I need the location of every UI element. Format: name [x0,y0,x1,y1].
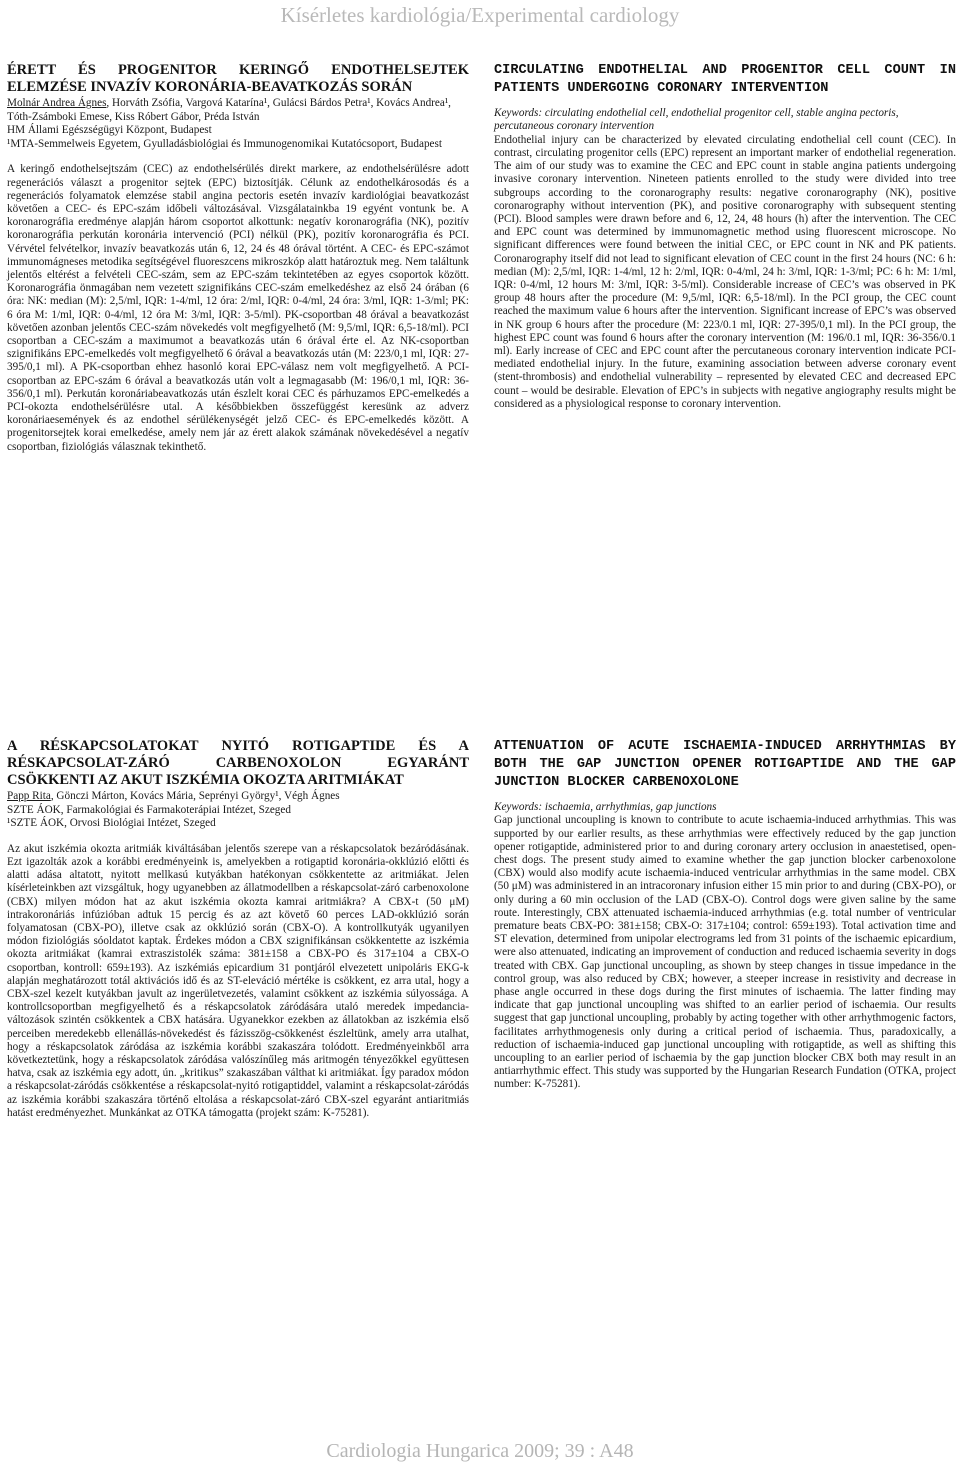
article-1-hu-abstract: A keringő endothelsejtszám (CEC) az endothelsérülés direkt markere, az endothelsérülésre adott regenerációs választ a progenitor sejtek (EPC) biztosítják. Célunk az endothelkárosodás és a regenerációs folyamatok elemzése stabil angina pectoris esetén invazív kardiológiai beavatkozást követően a CEC- és EPC-szám időbeli változásával. Vizsgálatainkba 19 egyént vontunk be. A koronarográfia eredménye alapján három csoportot alkottunk: negatív koronarográfia (NK), pozitív koronarográfia perkután koronária intervenció (PCI) nélkül (PK), pozitív koronarográfia és PCI. Vérvétel felvételkor, invazív beavatkozás után 6, 12, 24 és 48 órával történt. A CEC- és EPC-számot immunomágneses metodika segítségével fluoreszcens mikroszkóp alatt határoztuk meg. Nem találtunk jelentős eltérést a felvételi CEC-szám, sem az EPC-szám tekintetében az egyes csoportok között. Koronarográfia önmagában nem vezetett szignifikáns CEC-szám emelkedéshez az első 24 órában (6 óra: NK: median (M): 2,5/ml, IQR: 1-4/ml, 12 óra: 2/ml, IQR: 0-4/ml, 24 óra: 3/ml, IQR: 1-3/ml; PK: 6 óra M: 1/ml, IQR: 0-4/ml, 12 óra M: 3/ml, IQR: 3-5/ml). PK-csoportban 48 órával a beavatkozást követően azonban jelentős CEC-szám növekedés volt megfigyelhető (M: 9,5/ml, IQR: 6,5-18/ml). PCI csoportban a CEC-szám a maximumot a beavatkozás után 6 órával érte el. Az NK-csoportban szignifikáns EPC-emelkedés volt megfigyelhető 6 órával a beavatkozás után (M: 223/0,1 ml, IQR: 27-395/0,1 ml). A PK-csoportban ehhez hasonló korai EPC-válasz nem volt megfigyelhető. A PCI-csoportban az EPC-szám 6 órával a beavatkozás után volt a legmagasabb (M: 196/0,1 ml, IQR: 36-356/0,1 ml). Perkután koronáriabeavatkozás után észlelt korai CEC és párhuzamos EPC-emelkedés a PCI-okozta endothelsérülésre utal. A későbbiekben összefüggést keresünk az adverz koronáriaesemények és az endothel sérülékenységét jelző CEC- és EPC-emelkedés között. A progenitorsejtek korai emelkedése, amely nem jár az érett alakok számának növekedésével a negatív csoportban, fiziológiás válasznak tekinthető. [7,163,469,453]
article-1-hu-coauthors: , Horváth Zsófia, Vargová Katarína¹, Gulácsi Bárdos Petra¹, Kovács Andrea¹, Tóth-Zsámboki Emese, Kiss Róbert Gábor, Préda István [7,97,451,123]
article-1-hu-title: ÉRETT ÉS PROGENITOR KERINGŐ ENDOTHELSEJTEK ELEMZÉSE INVAZÍV KORONÁRIA-BEAVATKOZÁS SORÁN [7,62,469,95]
article-2-hu-title: A RÉSKAPCSOLATOKAT NYITÓ ROTIGAPTIDE ÉS A RÉSKAPCSOLAT-ZÁRÓ CARBENOXOLON EGYARÁNT CSÖKKENTI AZ AKUT ISZKÉMIA OKOZTA ARITMIÁKAT [7,738,469,788]
article-1-hu-affiliation-1: HM Állami Egészségügyi Központ, Budapest [7,124,212,137]
article-1-hungarian [7,62,469,454]
article-2-en-title: ATTENUATION OF ACUTE ISCHAEMIA-INDUCED ARRHYTHMIAS BY BOTH THE GAP JUNCTION OPENER ROTIGAPTIDE AND THE GAP JUNCTION BLOCKER CARBENOXOLONE [494,739,956,790]
article-1-hu-authors [7,97,469,124]
article-1-english [494,62,956,411]
article-2-hu-coauthors: , Gönczi Márton, Kovács Mária, Seprényi György¹, Végh Ágnes [50,790,340,802]
article-1-hu-affiliation-2: ¹MTA-Semmelweis Egyetem, Gyulladásbiológiai és Immunogenomikai Kutatócsoport, Budapest [7,137,442,150]
article-2-en-keywords: Keywords: ischaemia, arrhythmias, gap junctions [494,801,717,813]
article-2-hu-affiliation-1: SZTE ÁOK, Farmakológiai és Farmakoterápiai Intézet, Szeged [7,803,291,816]
article-2-hu-affiliation-2: ¹SZTE ÁOK, Orvosi Biológiai Intézet, Szeged [7,817,216,830]
article-1-en-title: CIRCULATING ENDOTHELIAL AND PROGENITOR CELL COUNT IN PATIENTS UNDERGOING CORONARY INTERVENTION [494,63,956,96]
article-1-en-abstract: Endothelial injury can be characterized by elevated circulating endothelial cell count (CEC). In contrast, circulating progenitor cells (EPC) represent an important marker of endothelial regeneration. The aim of our study was to examine the CEC and EPC count in stable angina patients undergoing invasive coronary intervention. Nineteen patients enrolled to the study were divided into tree subgroups according to the coronarography results: negative coronarography (NK), positive coronarography without intervention (PK), and positive coronarography with subsequent stenting (PCI). Blood samples were drawn before and 6, 12, 24, 48 hours (h) after the intervention. The CEC and EPC count was determined by immunomagnetic method using fluorescent microscope. No significant differences were found between the initial CEC, or EPC count in NK and PK patients. Coronarography itself did not lead to significant elevation of CEC count in the first 24 hours (NC: 6 h: median (M): 2,5/ml, IQR: 1-4/ml, 12 h: 2/ml, IQR: 0-4/ml, 24 h: 3/ml, IQR: 1-3/ml; PC: 6 h: M: 1/ml, IQR: 0-4/ml, 12 hours M: 3/ml, IQR: 3-5/ml). Considerable increase of CEC’s was observed in PK group 48 hours after the procedure (M: 9,5/ml, IQR: 6,5-18/ml). In the PCI group, the CEC count reached the maximum value 6 hours after the intervention. Significant increase of EPC’s was observed in NK group 6 hours after the procedure (M: 223/0.1 ml, IQR: 27-395/0,1 ml). In the PCI group, the highest EPC count was found 6 hours after the coronary intervention (M: 196/0.1 ml, IQR: 36-356/0.1 ml). Early increase of CEC and EPC count after the percutaneous coronary intervention indicate PCI-mediated endothelial injury. In the future, examining association between adverse coronary event (stent-thrombosis) and endothelial vulnerability – represented by elevated CEC and decreased EPC count – would be desirable. Elevation of EPC’s in subjects with negative angiography results might be considered as a physiological response to coronary intervention. [494,133,956,410]
article-1-en-keywords: Keywords: circulating endothelial cell, endothelial progenitor cell, stable angina pectoris, percutaneous coronary intervention [494,107,899,133]
article-2-hu-authors [7,790,469,804]
article-2-en-abstract: Gap junctional uncoupling is known to contribute to acute ischaemia-induced arrhythmias. This was supported by our earlier results, as these arrhythmias were effectively reduced by the gap junction opener rotigaptide, administered prior to and during coronary artery occlusion in anaestetised, open-chest dogs. The present study aimed to examine whether the gap junction blocker carbenoxolone (CBX) would also modify acute ischaemia-induced ventricular arrhythmias in the same model. CBX (50 μM) was administered in an intracoronary infusion either 15 min prior to and during (CBX-PO), or only during a 60 min occlusion of the LAD (CBX-O). Control dogs were given saline by the same route. Interestingly, CBX attenuated ischaemia-induced arrhythmias (e.g. total number of ventricular premature beats CBX-PO: 381±158; CBX-O: 317±104; control: 659±193). Total activation time and ST elevation, determined from unipolar electrograms led from 31 points of the ischaemic epicardium, were also attenuated, indicating an improvement of conduction and reduced ischaemia severity in dogs treated with CBX. Gap junctional uncoupling, as shown by steep changes in tissue impedance in the control group, was also reduced by CBX; however, a steeper increase in resistivity and decrease in phase angle occurred in these dogs during the first minutes of ischaemia. The latter finding may indicate that gap junctional uncoupling was shifted to an earlier period of ischaemia. Our results suggest that gap junctional uncoupling, probably by acting together with other arrhythmogenic factors, facilitates arrhythmogenesis only during a critical period of ischaemia. Thus, paradoxically, a reduction of ischaemia-induced gap junctional uncoupling with rotigaptide, as well as shifting this uncoupling to an earlier period of ischaemia by the gap junction blocker CBX both may result in an antiarrhythmic effect. This study was supported by the Hungarian Research Fundation (OTKA, project number: K-75281). [494,814,956,1091]
journal-footer: Cardiologia Hungarica 2009; 39 : A48 [326,1440,634,1462]
article-2-english [494,738,956,1092]
article-2-hu-abstract: Az akut iszkémia okozta aritmiák kiváltásában jelentős szerepe van a réskapcsolatok bezáródásának. Ezt igazolták azok a korábbi eredményeink is, amelyekben a rotigaptid koronária-okklúzió előtti és alatti adása altatott, nyitott mellkasú kutyákban hatékonyan csökkentette az aritmiákat. Jelen kísérleteinkben azt vizsgáltuk, hogy ugyanebben az állatmodellben a réskapcsolat-záró carbenoxolone (CBX) milyen módon hat az akut iszkémia okozta kamrai aritmiákra? A CBX-t (50 μM) intrakoronáriás infúzióban adtuk 15 percig és az azt követő 60 perces LAD-okklúzió során folyamatosan (CBX-PO), illetve csak az okklúzió során (CBX-O). A kontrollkutyák ugyanilyen módon fiziológiás sóoldatot kaptak. Érdekes módon a CBX szignifikánsan csökkentette az iszkémia okozta aritmiákat (kamrai extraszistolék száma: 381±158 a CBX-PO és 317±104 a CBX-O csoportban, kontroll: 659±193). Az iszkémiás epicardium 31 pontjáról elvezetett unipoláris EKG-k alapján meghatározott totál aktivációs idő és az ST-eleváció mértéke is csökkent, ez arra utal, hogy a CBX-szel kezelt kutyákban javult az ingerületvezetés, valamint csökkent az iszkémia súlyossága. A kontrollcsoportban megfigyelhető és a réskapcsolatok záródására utaló meredek impedancia-változások szintén csökkentek a CBX hatására. Ugyanekkor ezekben az állatokban az iszkémia első perceiben meredekebb ellenállás-növekedést és fázisszög-csökkenést észleltünk, amely arra utalhat, hogy a réskapcsolatok záródása az iszkémia korábbi szakaszára tolódott. Eredményeinkből arra következtetünk, hogy a réskapcsolatok záródása valószínűleg más aritmogén tényezőkkel együttesen hatva, csak az iszkémia egy adott, ún. „kritikus” szakaszában válthat ki aritmiákat. Így paradox módon a réskapcsolat-záródás csökkentése a réskapcsolat-nyitó rotigaptiddel, valamint a réskapcsolat-záródás az iszkémia korábbi szakaszára történő eltolása a réskapcsolat-záró CBX-szel egyaránt antiaritmiás hatást eredményezhet. Munkánkat az OTKA támogatta (projekt szám: K-75281). [7,842,469,1119]
article-2-hu-presenting-author: Papp Rita [7,790,51,802]
article-2-hungarian [7,738,469,1120]
journal-section-header: Kísérletes kardiológia/Experimental cardiology [280,3,680,27]
article-1-hu-presenting-author: Molnár Andrea Ágnes [7,97,107,109]
